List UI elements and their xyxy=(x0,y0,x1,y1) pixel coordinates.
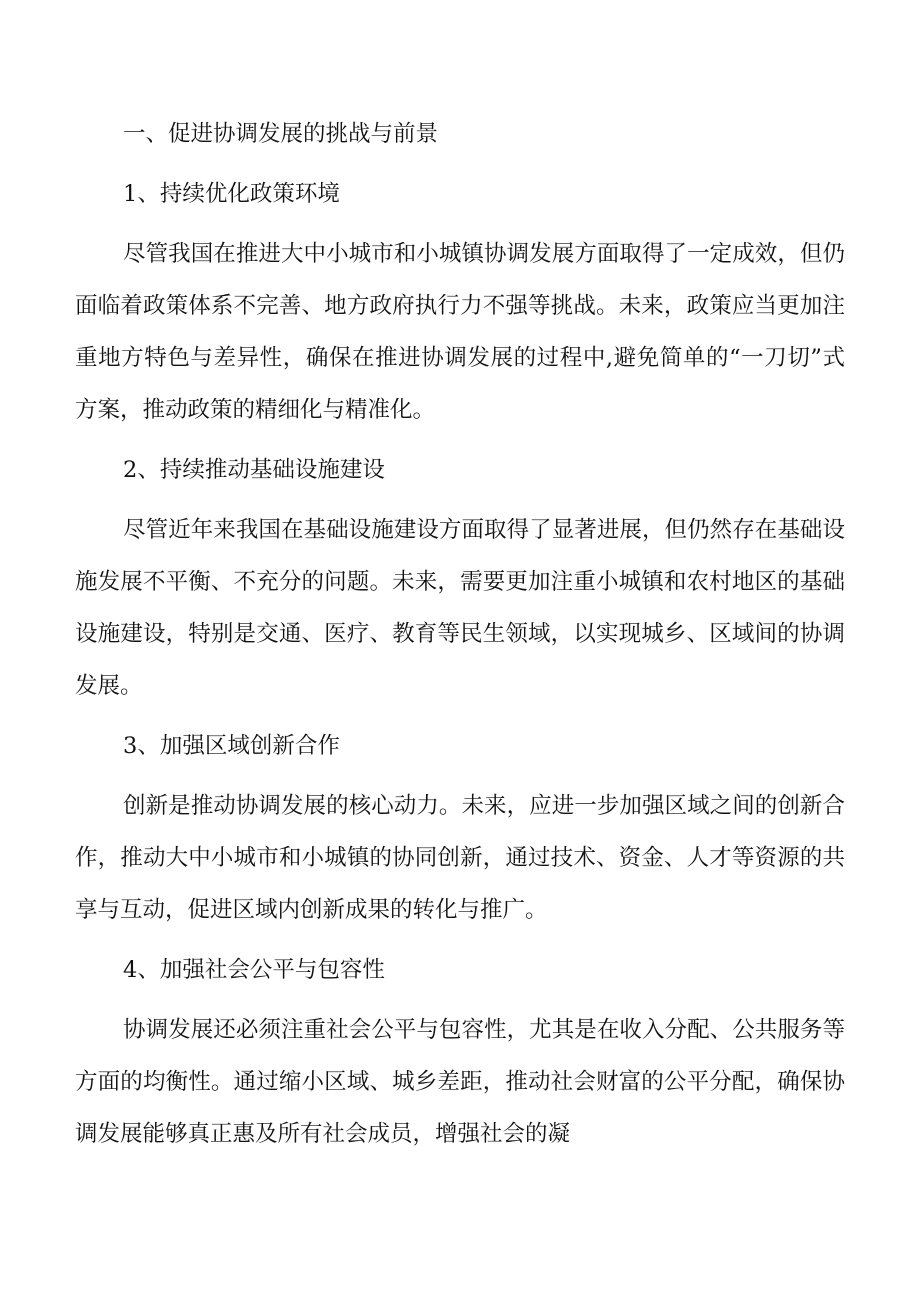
subsection-heading-1: 1、持续优化政策环境 xyxy=(123,181,340,207)
subsection-heading-2: 2、持续推动基础设施建设 xyxy=(123,457,385,483)
subsection-paragraph-2: 尽管近年来我国在基础设施建设方面取得了显著进展，但仍然存在基础设施发展不平衡、不充分的问题。未来，需要更加注重小城镇和农村地区的基础设施建设，特别是交通、医疗、教育等民生领域，以实现城乡、区域间的协调发展。 xyxy=(75,517,845,699)
subsection-paragraph-1: 尽管我国在推进大中小城市和小城镇协调发展方面取得了一定成效，但仍面临着政策体系不完善、地方政府执行力不强等挑战。未来，政策应当更加注重地方特色与差异性，确保在推进协调发展的过程中,避免简单的“一刀切”式方案，推动政策的精细化与精准化。 xyxy=(75,241,845,423)
subsection-paragraph-4: 协调发展还必须注重社会公平与包容性，尤其是在收入分配、公共服务等方面的均衡性。通过缩小区域、城乡差距，推动社会财富的公平分配，确保协调发展能够真正惠及所有社会成员，增强社会的凝 xyxy=(75,1017,845,1147)
section-title: 一、促进协调发展的挑战与前景 xyxy=(123,121,439,147)
subsection-heading-4: 4、加强社会公平与包容性 xyxy=(123,957,385,983)
document-body xyxy=(75,108,845,1168)
subsection-paragraph-3: 创新是推动协调发展的核心动力。未来，应进一步加强区域之间的创新合作，推动大中小城市和小城镇的协同创新，通过技术、资金、人才等资源的共享与互动，促进区域内创新成果的转化与推广。 xyxy=(75,793,845,923)
subsection-heading-3: 3、加强区域创新合作 xyxy=(123,733,340,759)
